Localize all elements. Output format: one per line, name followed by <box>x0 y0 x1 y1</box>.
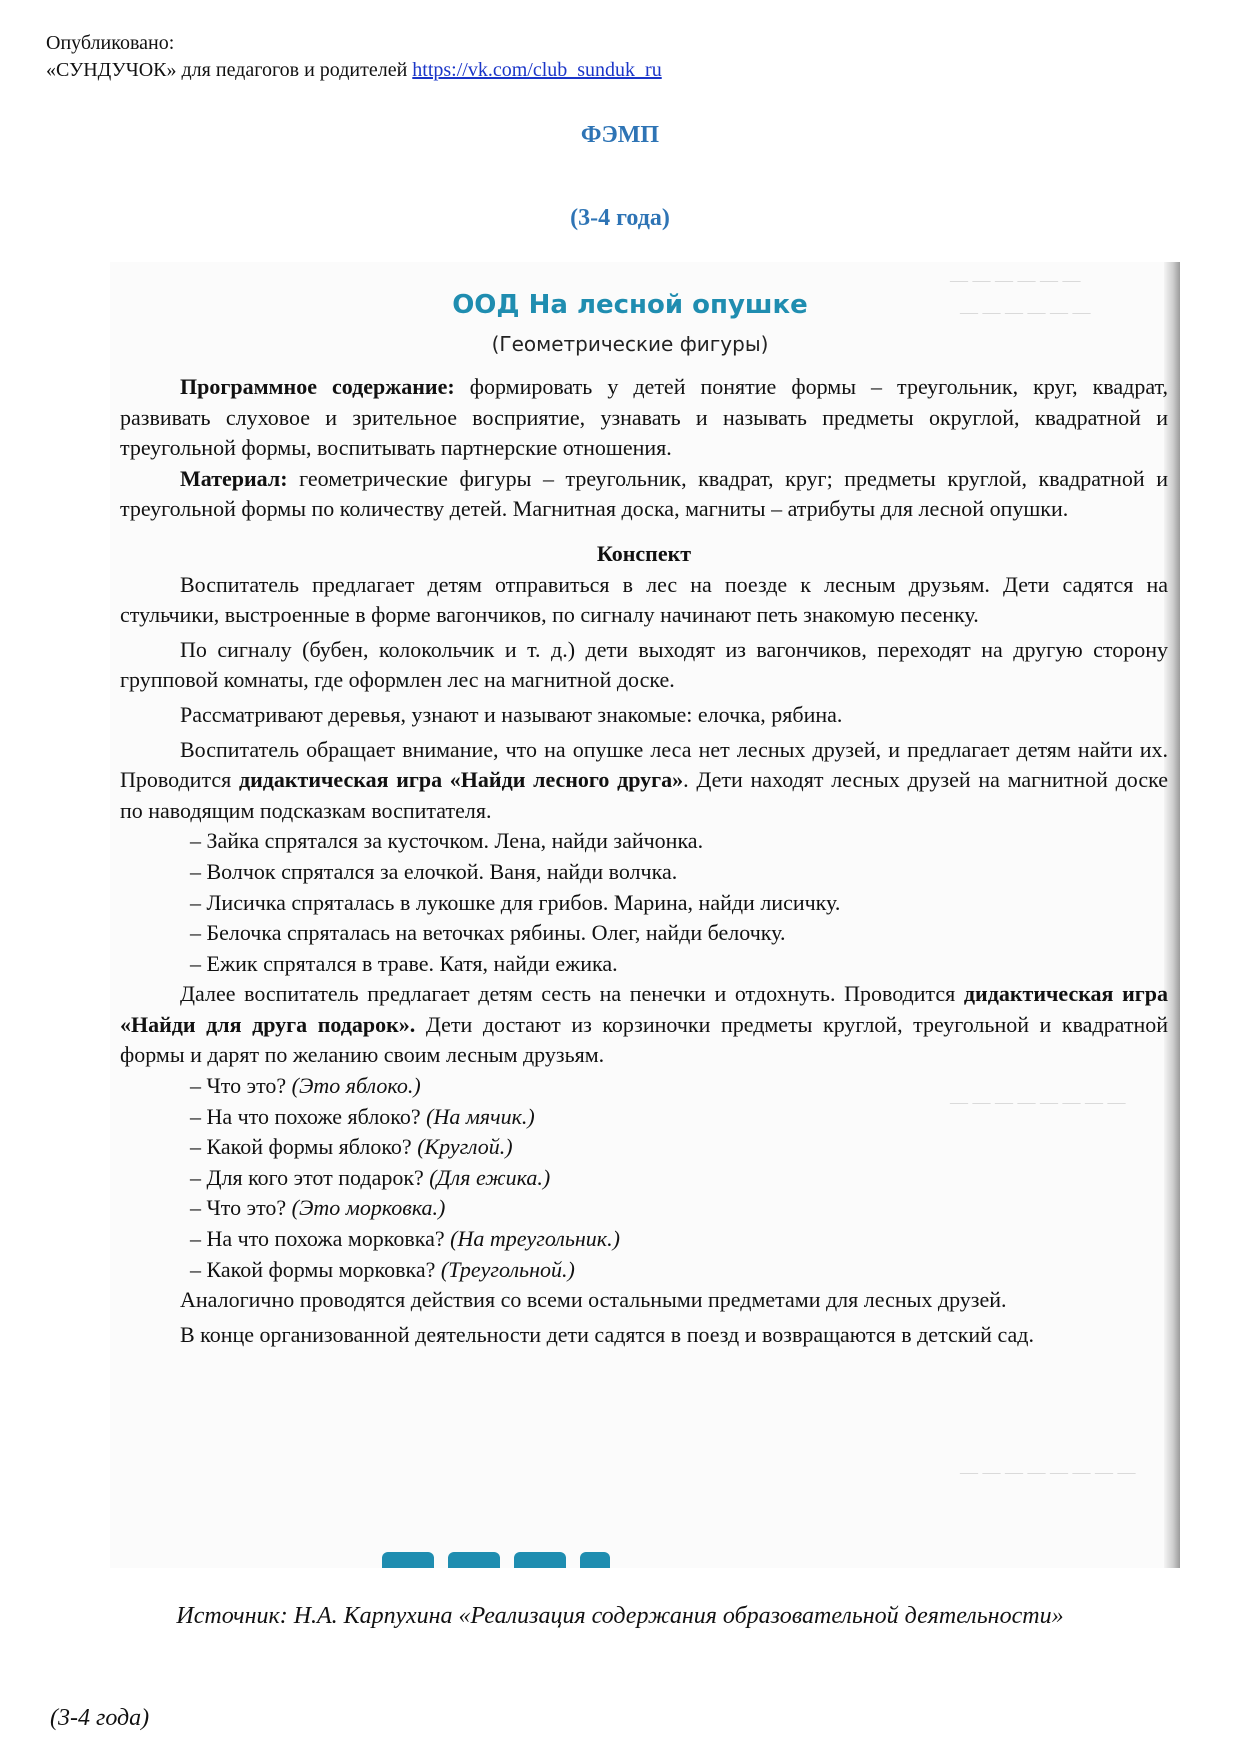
dialog-line <box>120 1163 1168 1194</box>
dialog-answer: (Круглой.) <box>417 1134 513 1160</box>
paragraph-3: Рассматривают деревья, узнают и называют знакомые: елочка, рябина. <box>180 701 843 727</box>
program-paragraph <box>120 372 1168 464</box>
dialog-question: – На что похоже яблоко? <box>190 1103 427 1129</box>
hint-line: – Волчок спрятался за елочкой. Ваня, найди волчка. <box>190 858 678 884</box>
bleed-through: — — — — — — <box>960 302 1091 322</box>
hint-line: – Ежик спрятался в траве. Катя, найди ежика. <box>190 950 618 976</box>
hint-line: – Белочка спряталась на веточках рябины. Олег, найди белочку. <box>190 920 786 946</box>
dialog-question: – Для кого этот подарок? <box>190 1164 430 1190</box>
bleed-through: — — — — — — — — <box>950 1092 1126 1112</box>
dialog-line <box>120 1132 1168 1163</box>
dialog-question: – На что похожа морковка? <box>190 1226 451 1252</box>
hint-line: – Лисичка спряталась в лукошке для грибов. Марина, найди лисичку. <box>190 889 841 915</box>
source-citation: Источник: Н.А. Карпухина «Реализация содержания образовательной деятельности» <box>176 1603 1064 1629</box>
dialog-line <box>120 1102 1168 1133</box>
program-text: формировать у детей понятие формы – треугольник, круг, квадрат, развивать слуховое и зрительное восприятие, узнавать и называть предметы округлой, квадратной и треугольной формы, воспитывать партнерские отношения. <box>120 374 1169 461</box>
dialog-line <box>120 1224 1168 1255</box>
paragraph-7: В конце организованной деятельности дети садятся в поезд и возвращаются в детский сад. <box>180 1321 1034 1347</box>
paragraph-4-text: Воспитатель обращает внимание, что на опушке леса нет лесных друзей, и предлагает детям найти их. Проводится <box>120 736 1168 793</box>
material-paragraph <box>120 464 1168 525</box>
dialog-answer: (На треугольник.) <box>450 1226 620 1252</box>
age-heading: (3-4 года) <box>570 205 670 231</box>
publication-header <box>46 30 662 84</box>
paragraph-2: По сигналу (бубен, колокольчик и т. д.) дети выходят из вагончиков, переходят на другую сторону групповой комнаты, где оформлен лес на магнитной доске. <box>120 636 1168 693</box>
dialog-line <box>120 1071 1168 1102</box>
konspekt-heading: Конспект <box>596 540 692 566</box>
material-label: Материал: <box>180 465 288 491</box>
dialog-question: – Какой формы морковка? <box>190 1256 441 1282</box>
dialog-question: – Что это? <box>190 1195 292 1221</box>
paragraph-4-tail: . Дети находят лесных друзей на магнитной доске по наводящим подсказкам воспитателя. <box>120 767 1168 823</box>
paragraph-1: Воспитатель предлагает детям отправиться в лес на поезде к лесным друзьям. Дети садятся на стульчики, выстроенные в форме вагончиков, по сигналу начинают петь знакомую песенку. <box>120 571 1168 628</box>
next-title-fragment <box>382 1552 702 1568</box>
footer-age: (3-4 года) <box>50 1705 150 1731</box>
game-name-1: дидактическая игра «Найди лесного друга» <box>238 767 684 793</box>
dialog-line <box>120 1255 1168 1286</box>
program-label: Программное содержание: <box>180 374 455 399</box>
dialog-line <box>120 1193 1168 1224</box>
published-label: Опубликовано: <box>46 32 175 54</box>
subject-heading: ФЭМП <box>580 122 660 148</box>
dialog-answer: (Треугольной.) <box>440 1256 575 1282</box>
dialog-answer: (Это морковка.) <box>291 1195 446 1221</box>
bleed-through: — — — — — — — — <box>960 1462 1136 1482</box>
scanned-page <box>110 262 1180 1568</box>
paragraph-6: Аналогично проводятся действия со всеми остальными предметами для лесных друзей. <box>180 1287 1007 1313</box>
paragraph-5 <box>120 979 1168 1071</box>
dialog-answer: (Для ежика.) <box>429 1164 551 1190</box>
game-name-2: дидактическая игра «Найди для друга подарок». <box>120 981 1168 1037</box>
lesson-title: ООД На лесной опушке <box>452 290 808 320</box>
publisher-line <box>46 57 662 84</box>
paragraph-4 <box>120 735 1168 827</box>
dialog-answer: (Это яблоко.) <box>291 1073 421 1099</box>
publisher-name: «СУНДУЧОК» для педагогов и родителей <box>46 59 408 81</box>
dialog-answer: (На мячик.) <box>426 1103 535 1129</box>
hint-line: – Зайка спрятался за кусточком. Лена, найди зайчонка. <box>190 828 704 854</box>
dialog-question: – Что это? <box>190 1073 292 1099</box>
lesson-body <box>120 372 1168 1350</box>
dialog-question: – Какой формы яблоко? <box>190 1134 418 1160</box>
material-text: геометрические фигуры – треугольник, квадрат, круг; предметы круглой, квадратной и треугольной формы по количеству детей. Магнитная доска, магниты – атрибуты для лесной опушки. <box>120 465 1168 522</box>
vk-link[interactable]: https://vk.com/club_sunduk_ru <box>412 59 662 81</box>
lesson-subtitle: (Геометрические фигуры) <box>491 332 769 356</box>
paragraph-5-text: Далее воспитатель предлагает детям сесть на пенечки и отдохнуть. Проводится <box>180 981 964 1007</box>
paragraph-5-tail: Дети достают из корзиночки предметы круглой, треугольной и квадратной формы и дарят по желанию своим лесным друзьям. <box>120 1011 1168 1068</box>
bleed-through: — — — — — — <box>950 270 1081 290</box>
